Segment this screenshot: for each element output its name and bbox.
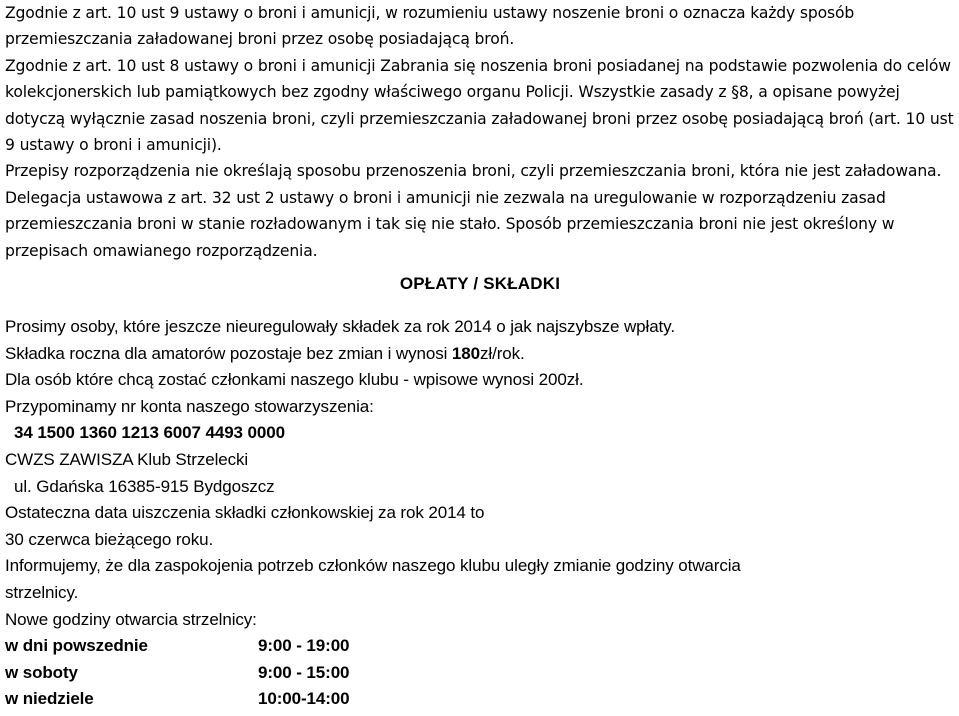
document-page	[5, 0, 955, 713]
hours-row-sunday	[5, 686, 955, 713]
annual-fee-line	[5, 341, 955, 368]
club-name: CWZS ZAWISZA Klub Strzelecki	[5, 450, 249, 470]
legal-section	[5, 0, 955, 264]
hours-row-saturday	[5, 660, 955, 687]
opening-hours-table	[5, 633, 955, 713]
hours-change-info-1: Informujemy, że dla zaspokojenia potrzeb członków naszego klubu uległy zmianie godziny otwarcia	[5, 556, 741, 576]
hours-day-label: w niedziele	[5, 689, 94, 709]
hours-day-label: w dni powszednie	[5, 636, 148, 656]
annual-fee-amount: 180	[451, 343, 480, 363]
fees-section	[5, 314, 955, 713]
hours-time-value: 9:00 - 15:00	[258, 662, 350, 682]
hours-change-info-2: strzelnicy.	[5, 583, 79, 602]
bank-account-number: 34 1500 1360 1213 6007 4493 0000	[14, 423, 285, 443]
legal-paragraph-art10-ust8: Zgodnie z art. 10 ust 8 ustawy o broni i amunicji Zabrania się noszenia broni posiadanej na podstawie pozwolenia do celów kolekcjonerskich lub pamiątkowych bez zgodny właściwego organu Policji. Wszystkie zasady z §8, a opisane powyżej dotyczą wyłącznie zasad noszenia broni, czyli przemieszczania załadowanej broni przez osobę posiadającą broń (art. 10 ust 9 ustawy o broni i amunicji).	[5, 56, 954, 155]
club-address: ul. Gdańska 16385-915 Bydgoszcz	[14, 476, 275, 496]
deadline-line-2: 30 czerwca bieżącego roku.	[5, 529, 214, 549]
legal-paragraph-art10-ust9: Zgodnie z art. 10 ust 9 ustawy o broni i amunicji, w rozumieniu ustawy noszenie broni o oznacza każdy sposób przemieszczania załadowanej broni przez osobę posiadającą broń.	[5, 4, 855, 49]
account-intro-line: Przypominamy nr konta naszego stowarzyszenia:	[5, 396, 374, 416]
annual-fee-text: Składka roczna dla amatorów pozostaje bez zmian i wynosi	[5, 343, 452, 363]
annual-fee-unit: zł/rok.	[480, 343, 525, 363]
fees-reminder-line: Prosimy osoby, które jeszcze nieuregulowały składek za rok 2014 o jak najszybsze wpłaty.	[5, 317, 675, 337]
fees-heading: OPŁATY / SKŁADKI	[399, 274, 561, 294]
hours-time-value: 9:00 - 19:00	[258, 636, 350, 656]
entry-fee-line: Dla osób które chcą zostać członkami naszego klubu - wpisowe wynosi 200zł.	[5, 370, 584, 390]
hours-row-weekdays	[5, 633, 955, 660]
hours-title: Nowe godziny otwarcia strzelnicy:	[5, 609, 257, 629]
legal-paragraph-regulation: Przepisy rozporządzenia nie określają sposobu przenoszenia broni, czyli przemieszczania broni, która nie jest załadowana. Delegacja ustawowa z art. 32 ust 2 ustawy o broni i amunicji nie zezwala na uregulowanie w rozporządzeniu zasad przemieszczania broni w stanie rozładowanym i tak się nie stało. Sposób przemieszczania broni nie jest określony w przepisach omawianego rozporządzenia.	[5, 162, 942, 260]
deadline-line-1: Ostateczna data uiszczenia składki członkowskiej za rok 2014 to	[5, 503, 485, 523]
hours-day-label: w soboty	[5, 662, 78, 682]
hours-time-value: 10:00-14:00	[258, 689, 350, 709]
